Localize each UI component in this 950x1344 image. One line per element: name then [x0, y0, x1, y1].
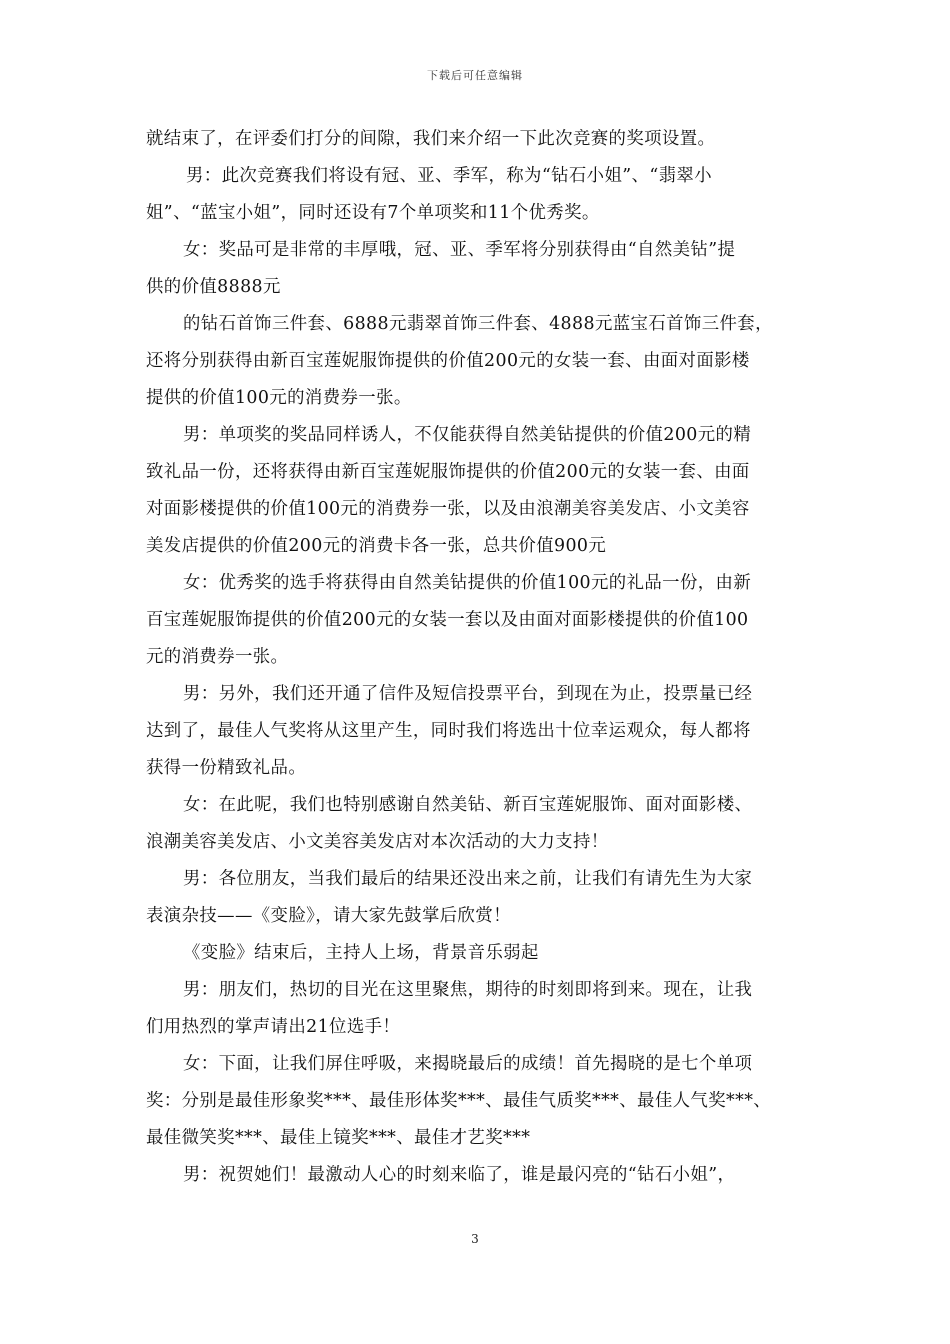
text-line: 男：另外，我们还开通了信件及短信投票平台，到现在为止，投票量已经 — [183, 684, 753, 704]
text-line: 美发店提供的价值200元的消费卡各一张，总共价值900元 — [146, 536, 607, 556]
paragraph — [146, 676, 812, 787]
text-line: 的钻石首饰三件套、6888元翡翠首饰三件套、4888元蓝宝石首饰三件套， — [183, 314, 773, 334]
text-line: 男：单项奖的奖品同样诱人，不仅能获得自然美钻提供的价值200元的精 — [183, 425, 752, 445]
text-line: 供的价值8888元 — [146, 277, 281, 297]
paragraph — [146, 417, 812, 565]
text-line: 表演杂技——《变脸》，请大家先鼓掌后欣赏！ — [146, 906, 511, 926]
paragraph — [146, 1157, 812, 1194]
document-body — [146, 121, 812, 1194]
text-line: 还将分别获得由新百宝莲妮服饰提供的价值200元的女装一套、由面对面影楼 — [146, 351, 750, 371]
paragraph — [146, 232, 812, 306]
page-number: 3 — [471, 1232, 479, 1246]
text-line: 提供的价值100元的消费券一张。 — [146, 388, 412, 408]
paragraph — [146, 1046, 812, 1157]
text-line: 就结束了，在评委们打分的间隙，我们来介绍一下此次竞赛的奖项设置。 — [146, 129, 716, 149]
text-line: 女：奖品可是非常的丰厚哦，冠、亚、季军将分别获得由“自然美钻”提 — [183, 240, 736, 260]
paragraph — [146, 565, 812, 676]
text-line: 致礼品一份，还将获得由新百宝莲妮服饰提供的价值200元的女装一套、由面 — [146, 462, 750, 482]
text-line: 女：在此呢，我们也特别感谢自然美钻、新百宝莲妮服饰、面对面影楼、 — [183, 795, 753, 815]
text-line: 女：下面，让我们屏住呼吸，来揭晓最后的成绩！首先揭晓的是七个单项 — [183, 1054, 753, 1074]
text-line: 元的消费券一张。 — [146, 647, 289, 667]
paragraph — [146, 158, 812, 232]
text-line: 百宝莲妮服饰提供的价值200元的女装一套以及由面对面影楼提供的价值100 — [146, 610, 749, 630]
text-line: 男：朋友们，热切的目光在这里聚焦，期待的时刻即将到来。现在，让我 — [183, 980, 753, 1000]
text-line: 男：各位朋友，当我们最后的结果还没出来之前，让我们有请先生为大家 — [183, 869, 753, 889]
text-line: 们用热烈的掌声请出21位选手！ — [146, 1017, 401, 1037]
text-line: 男：祝贺她们！最激动人心的时刻来临了，谁是最闪亮的“钻石小姐”， — [183, 1165, 736, 1185]
paragraph — [146, 121, 812, 158]
page-header: 下载后可任意编辑 — [427, 69, 523, 82]
text-line: 《变脸》结束后，主持人上场，背景音乐弱起 — [183, 943, 539, 963]
text-line: 浪潮美容美发店、小文美容美发店对本次活动的大力支持！ — [146, 832, 609, 852]
text-line: 姐”、“蓝宝小姐”，同时还设有7个单项奖和11个优秀奖。 — [146, 203, 600, 223]
paragraph — [146, 787, 812, 861]
text-line: 男：此次竞赛我们将设有冠、亚、季军，称为“钻石小姐”、“翡翠小 — [186, 166, 713, 186]
text-line: 达到了，最佳人气奖将从这里产生，同时我们将选出十位幸运观众，每人都将 — [146, 721, 751, 741]
paragraph — [146, 861, 812, 935]
text-line: 最佳微笑奖***、最佳上镜奖***、最佳才艺奖*** — [146, 1128, 531, 1148]
text-line: 女：优秀奖的选手将获得由自然美钻提供的价值100元的礼品一份，由新 — [183, 573, 752, 593]
paragraph — [146, 306, 812, 417]
text-line: 奖：分别是最佳形象奖***、最佳形体奖***、最佳气质奖***、最佳人气奖***、 — [146, 1091, 772, 1111]
text-line: 获得一份精致礼品。 — [146, 758, 307, 778]
text-line: 对面影楼提供的价值100元的消费券一张，以及由浪潮美容美发店、小文美容 — [146, 499, 750, 519]
paragraph — [146, 972, 812, 1046]
paragraph — [146, 935, 812, 972]
